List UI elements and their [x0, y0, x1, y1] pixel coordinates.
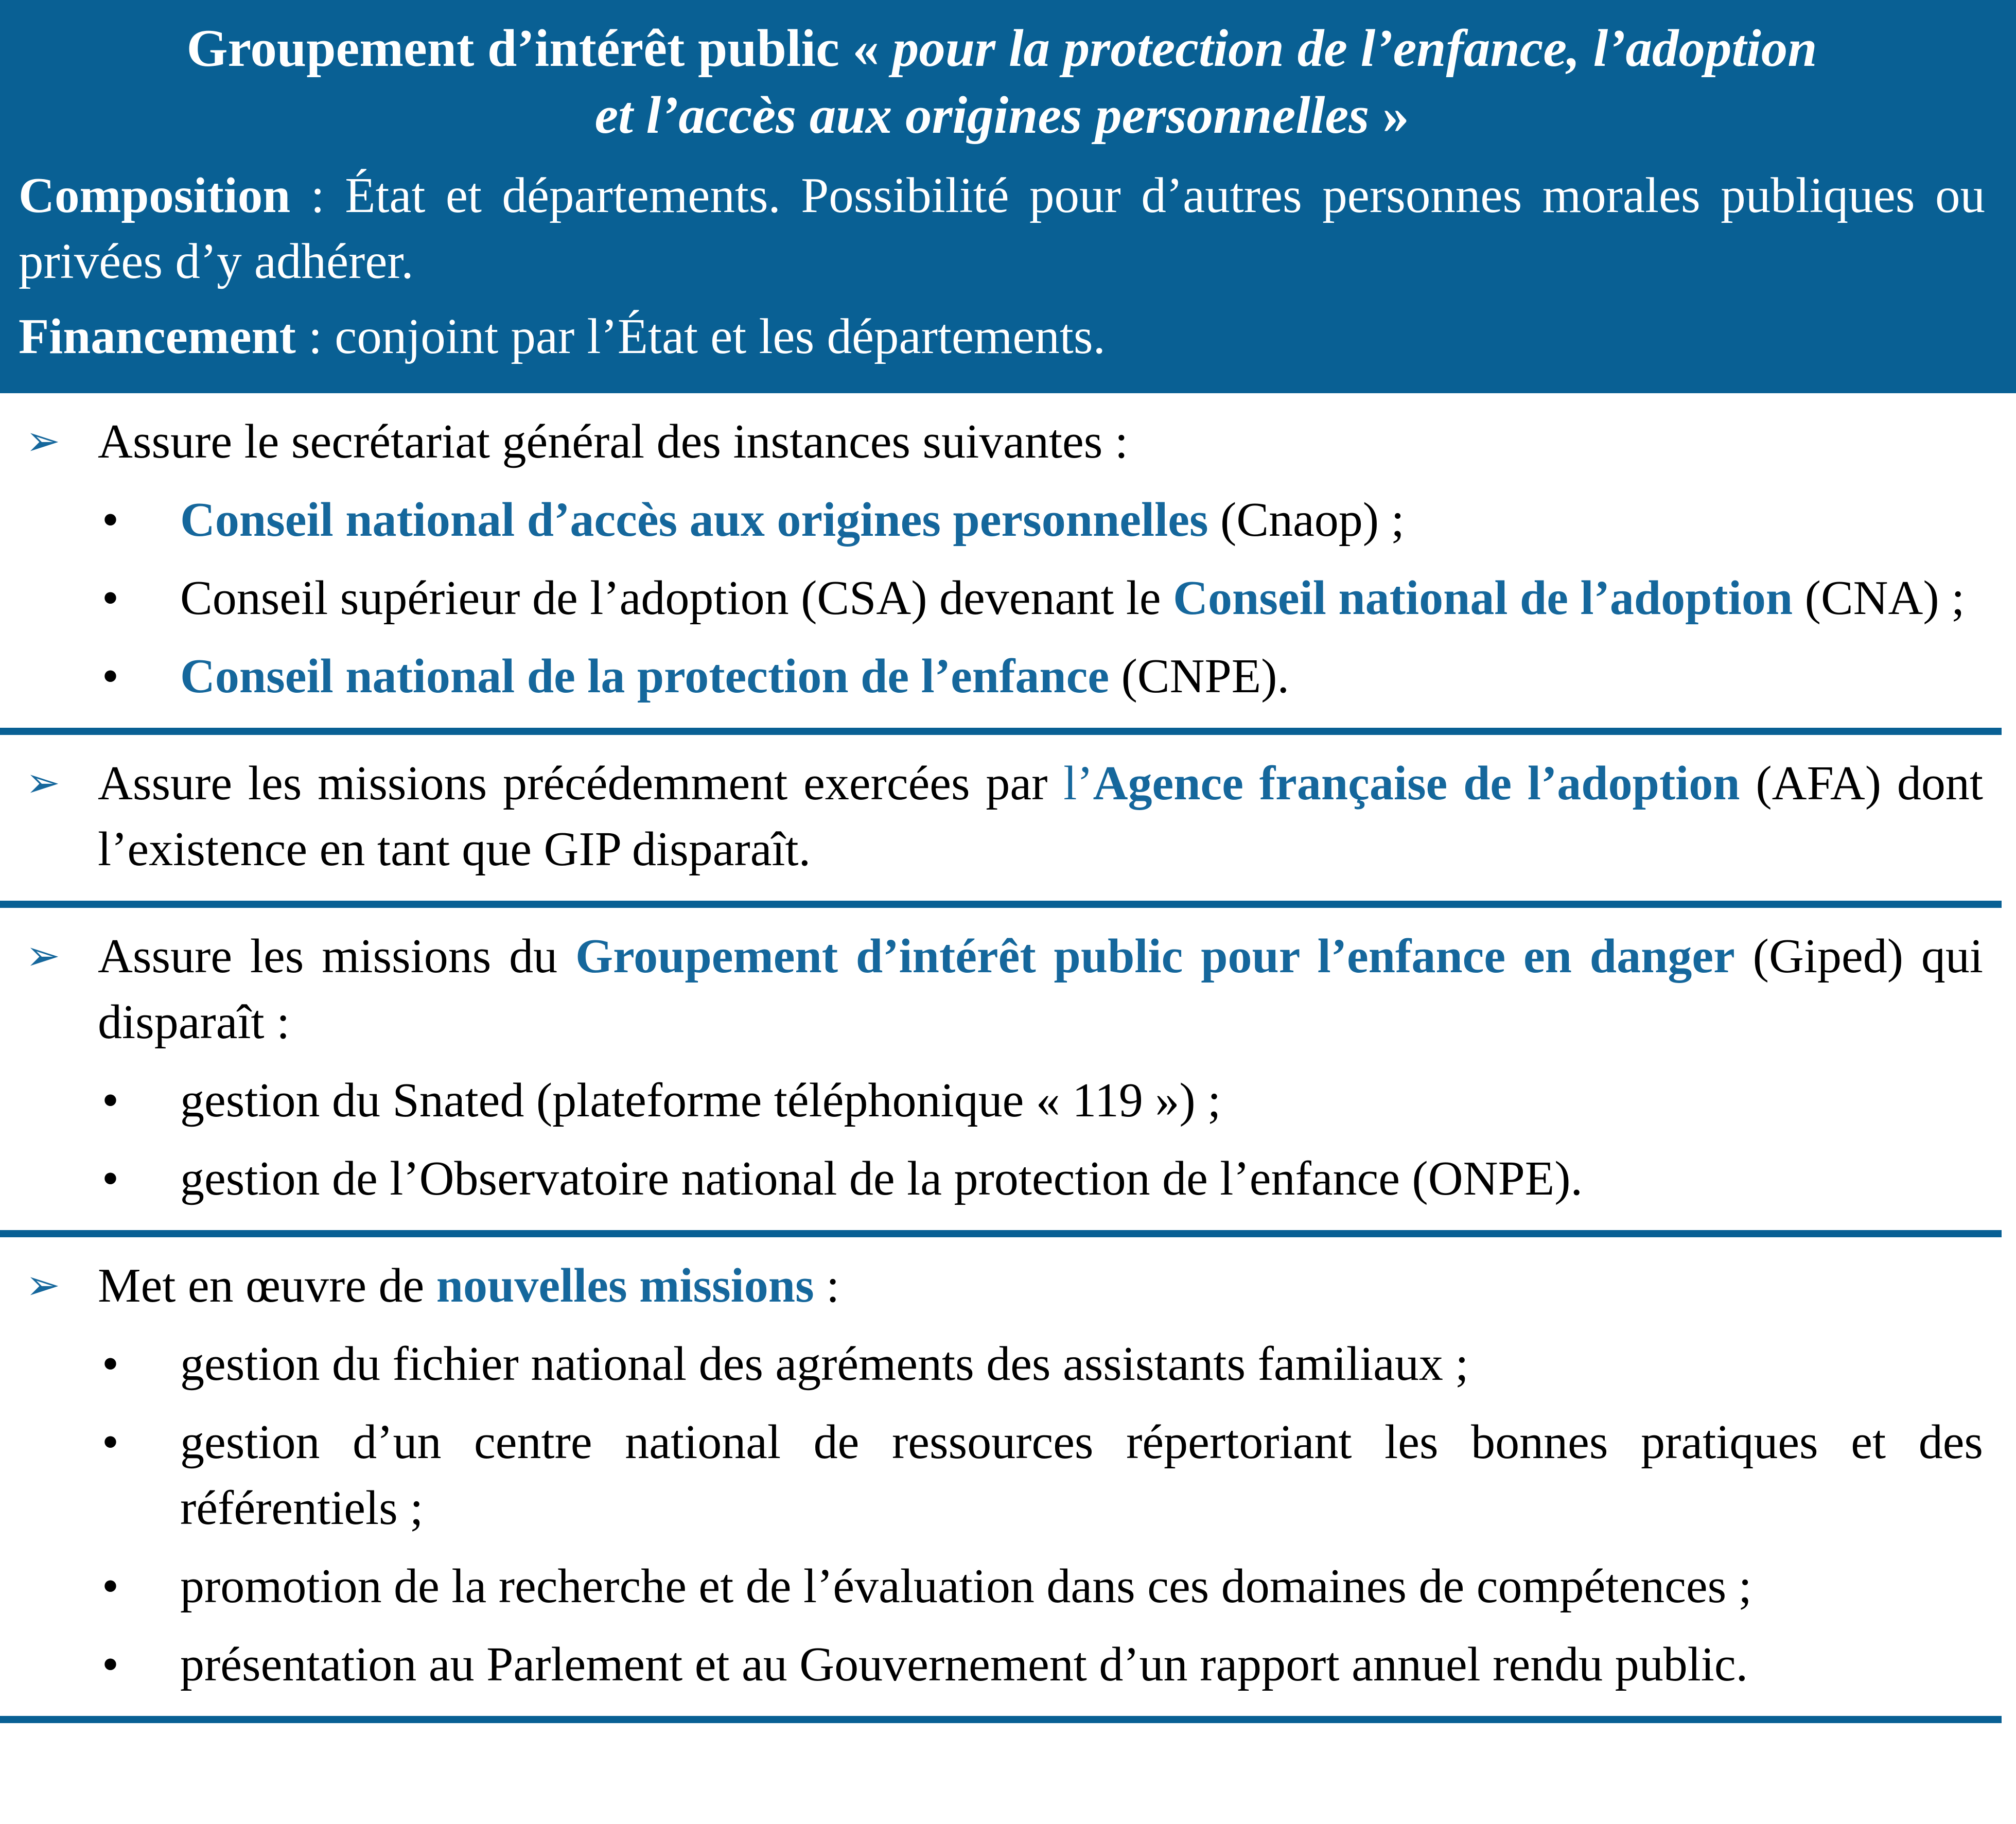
- section-missions-giped: [0, 908, 2016, 1230]
- text-run: Groupement d’intérêt public pour l’enfance en danger: [575, 929, 1735, 983]
- text-run: nouvelles missions: [436, 1258, 814, 1312]
- text-run: gestion du Snated (plateforme téléphonique « 119 ») ;: [180, 1073, 1221, 1127]
- text-run: l’: [1063, 756, 1093, 810]
- section-intro-text: [98, 750, 1983, 882]
- text-run: Agence française de l’adoption: [1093, 756, 1740, 810]
- list-item: [0, 487, 1983, 553]
- section-intro: [0, 1253, 1983, 1319]
- text-run: promotion de la recherche et de l’évaluation dans ces domaines de compétences ;: [180, 1559, 1752, 1613]
- arrow-bullet-icon: ➢: [26, 760, 61, 806]
- list-item-text: [180, 487, 1983, 553]
- composition-text: État et départements. Possibilité pour d’autres personnes morales publiques ou privées d’y adhérer.: [19, 167, 1986, 289]
- text-run: Conseil national de la protection de l’enfance: [180, 649, 1110, 703]
- list-item: [0, 1553, 1983, 1619]
- text-run: Conseil national d’accès aux origines personnelles: [180, 493, 1208, 547]
- text-run: (CNPE).: [1109, 649, 1289, 703]
- section-divider: [0, 728, 2002, 735]
- title-line-2-italic: et l’accès aux origines personnelles: [594, 85, 1370, 145]
- list-item-text: [180, 1067, 1983, 1133]
- list-item-text: [180, 1409, 1983, 1541]
- section-intro-text: [98, 923, 1983, 1055]
- text-run: gestion d’un centre national de ressources répertoriant les bonnes pratiques et des référentiels ;: [180, 1415, 1983, 1535]
- composition-line: [19, 163, 1985, 294]
- text-run: Conseil supérieur de l’adoption (CSA) devenant le: [180, 571, 1173, 625]
- section-intro-text: [98, 409, 1983, 475]
- title-line-1: [19, 15, 1985, 82]
- list-item-text: [180, 1553, 1983, 1619]
- arrow-bullet-icon: ➢: [26, 418, 61, 464]
- composition-label: Composition: [19, 167, 291, 223]
- dot-bullet-icon: •: [102, 1337, 119, 1391]
- text-run: Conseil national de l’adoption: [1173, 571, 1793, 625]
- text-run: (AFA) dont l’existence en tant que GIP disparaît.: [98, 756, 1983, 876]
- list-item-text: [180, 1146, 1983, 1212]
- dot-bullet-icon: •: [102, 1415, 119, 1469]
- arrow-bullet-icon: ➢: [26, 933, 61, 979]
- section-divider: [0, 901, 2002, 908]
- list-item: [0, 1409, 1983, 1541]
- financement-label: Financement: [19, 308, 296, 364]
- bottom-divider: [0, 1716, 2002, 1723]
- list-item-text: [180, 565, 1983, 631]
- section-divider: [0, 1230, 2002, 1237]
- list-item-text: [180, 1632, 1983, 1697]
- text-run: (CNA) ;: [1793, 571, 1965, 625]
- section-nouvelles-missions: [0, 1237, 2016, 1716]
- list-item: [0, 1146, 1983, 1212]
- text-run: gestion du fichier national des agréments des assistants familiaux ;: [180, 1337, 1469, 1391]
- text-run: (Cnaop) ;: [1208, 493, 1405, 547]
- title-line-1-regular: Groupement d’intérêt public «: [186, 19, 892, 78]
- text-run: gestion de l’Observatoire national de la protection de l’enfance (ONPE).: [180, 1151, 1583, 1205]
- dot-bullet-icon: •: [102, 1073, 119, 1127]
- financement-separator: :: [295, 308, 335, 364]
- dot-bullet-icon: •: [102, 1637, 119, 1691]
- text-run: présentation au Parlement et au Gouvernement d’un rapport annuel rendu public.: [180, 1637, 1748, 1691]
- dot-bullet-icon: •: [102, 1559, 119, 1613]
- section-intro: [0, 409, 1983, 475]
- text-run: Assure le secrétariat général des instances suivantes :: [98, 414, 1128, 468]
- title-line-2: [19, 82, 1985, 149]
- list-item: [0, 1067, 1983, 1133]
- financement-line: [19, 304, 1985, 370]
- title-line-2-regular: »: [1369, 85, 1409, 145]
- dot-bullet-icon: •: [102, 1151, 119, 1205]
- document-title: [19, 15, 1985, 149]
- text-run: :: [814, 1258, 840, 1312]
- list-item: [0, 643, 1983, 709]
- list-item: [0, 565, 1983, 631]
- text-run: Assure les missions précédemment exercées par: [98, 756, 1064, 810]
- financement-text: conjoint par l’État et les départements.: [335, 308, 1106, 364]
- header-panel: [0, 0, 2016, 393]
- section-missions-afa: [0, 735, 2016, 901]
- section-intro-text: [98, 1253, 1983, 1319]
- composition-separator: :: [290, 167, 345, 223]
- text-run: Assure les missions du: [98, 929, 576, 983]
- dot-bullet-icon: •: [102, 493, 119, 547]
- dot-bullet-icon: •: [102, 649, 119, 703]
- section-intro: [0, 750, 1983, 882]
- list-item: [0, 1331, 1983, 1397]
- list-item: [0, 1632, 1983, 1697]
- list-item-text: [180, 643, 1983, 709]
- text-run: (Giped) qui disparaît :: [98, 929, 1983, 1049]
- section-intro: [0, 923, 1983, 1055]
- title-line-1-italic: pour la protection de l’enfance, l’adoption: [892, 19, 1817, 78]
- list-item-text: [180, 1331, 1983, 1397]
- arrow-bullet-icon: ➢: [26, 1262, 61, 1308]
- text-run: Met en œuvre de: [98, 1258, 436, 1312]
- section-secretariat-general: [0, 393, 2016, 728]
- dot-bullet-icon: •: [102, 571, 119, 625]
